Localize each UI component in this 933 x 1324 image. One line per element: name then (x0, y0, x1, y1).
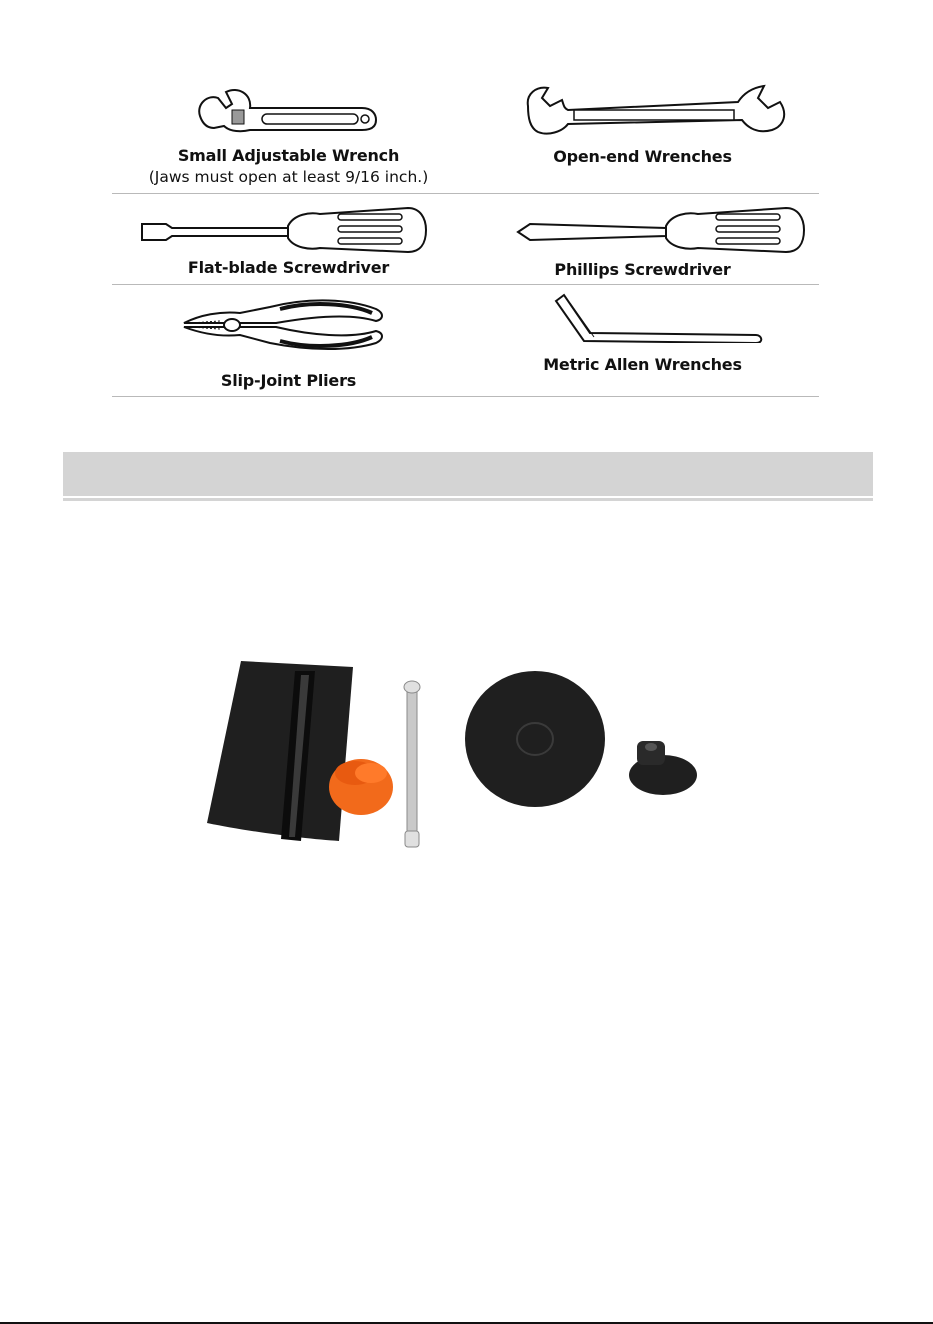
tool-cell-phillips-screwdriver (466, 194, 819, 284)
allen-wrench-icon (550, 291, 770, 343)
section-header-bar (63, 452, 873, 496)
metal-rod (404, 681, 420, 847)
tool-cell-open-end-wrench (466, 76, 819, 193)
tool-label: Flat-blade Screwdriver (187, 258, 390, 277)
tools-row (112, 285, 819, 397)
tools-row (112, 194, 819, 285)
tools-row (112, 76, 819, 194)
orange-knob (329, 759, 393, 815)
black-round-pad (465, 671, 605, 807)
adjustable-wrench-icon (190, 84, 380, 144)
black-hinge-bracket (207, 661, 353, 841)
tool-label: Phillips Screwdriver (554, 260, 731, 279)
tool-label: Small Adjustable Wrench (177, 146, 400, 165)
pliers-icon (180, 293, 390, 357)
phillips-screwdriver-icon (516, 204, 806, 256)
tool-label: Open-end Wrenches (553, 147, 732, 166)
tool-cell-flat-screwdriver (112, 194, 465, 284)
tool-cell-allen-wrench (466, 285, 819, 396)
black-foot-cap (629, 741, 697, 795)
tool-label: Slip-Joint Pliers (220, 371, 357, 390)
tool-cell-pliers (112, 285, 465, 396)
tools-table (112, 76, 819, 397)
section-divider (63, 498, 873, 501)
open-end-wrench-icon (518, 80, 798, 140)
flat-screwdriver-icon (138, 204, 428, 256)
hardware-parts-photo (205, 655, 700, 855)
tool-cell-adjustable-wrench (112, 76, 465, 193)
tool-note: (Jaws must open at least 9/16 inch.) (148, 168, 429, 186)
tool-label: Metric Allen Wrenches (543, 355, 742, 374)
